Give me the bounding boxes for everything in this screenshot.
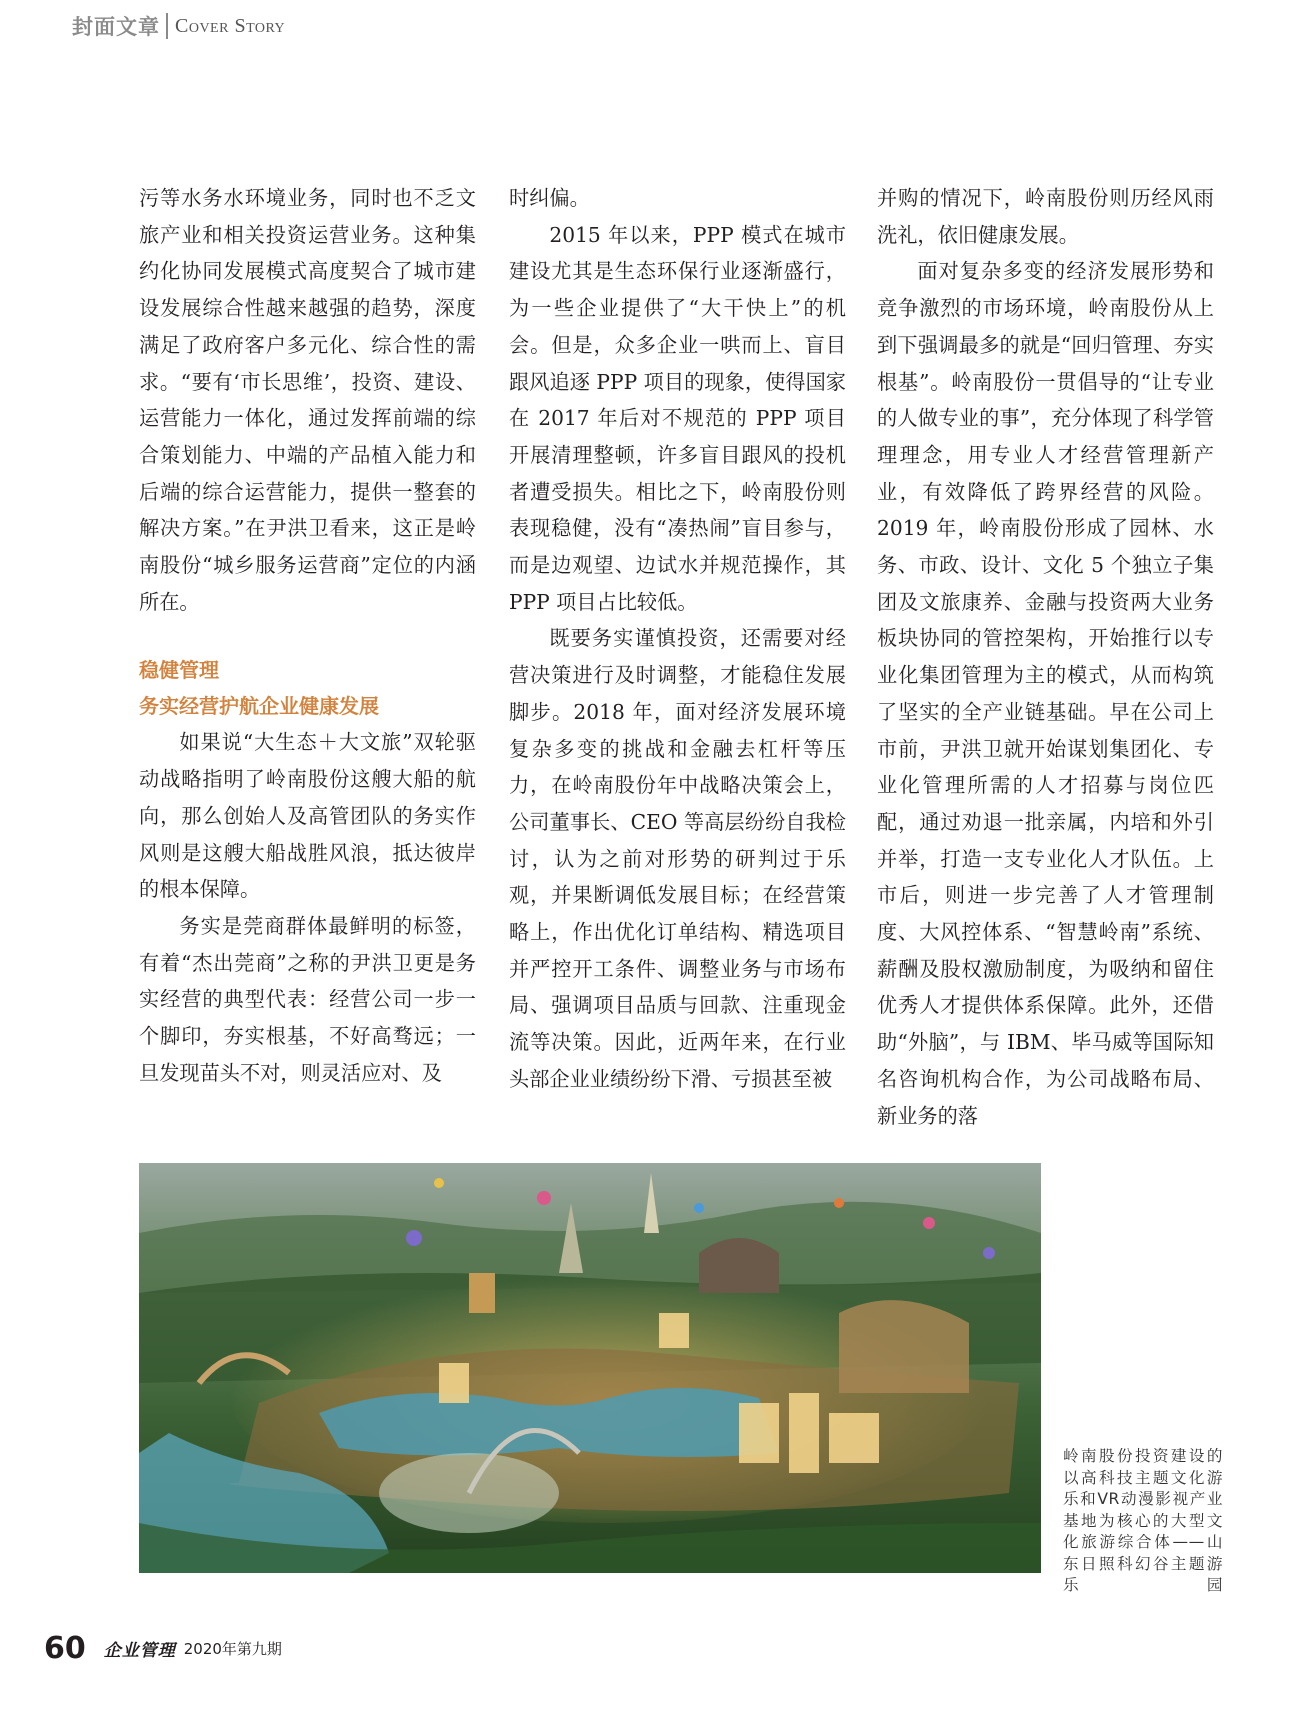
page-footer [44, 1628, 282, 1668]
section-heading: 稳健管理 [139, 658, 219, 683]
photo-caption: 岭南股份投资建设的以高科技主题文化游乐和VR动漫影视产业基地为核心的大型文化旅游综合体——山东日照科幻谷主题游乐园 [1063, 1447, 1223, 1594]
paragraph: 面对复杂多变的经济发展形势和竞争激烈的市场环境，岭南股份从上到下强调最多的就是“回归管理、夯实根基”。岭南股份一贯倡导的“让专业的人做专业的事”，充分体现了科学管理理念，用专业人才经营管理新产业，有效降低了跨界经营的风险。2019 年，岭南股份形成了园林、水务、市政、设计、文化 5 个独立子集团及文旅康养、金融与投资两大业务板块协同的管控架构，开始推行以专业化集团管理为主的模式，从而构筑了坚实的全产业链基础。早在公司上市前，尹洪卫就开始谋划集团化、专业化管理所需的人才招募与岗位匹配，通过劝退一批亲属，内培和外引并举，打造一支专业化人才队伍。上市后，则进一步完善了人才管理制度、大风控体系、“智慧岭南”系统、薪酬及股权激励制度，为吸纳和留住优秀人才提供体系保障。此外，还借助“外脑”，与 IBM、毕马威等国际知名咨询机构合作，为公司战略布局、新业务的落 [877, 259, 1214, 1128]
article-column-2 [509, 180, 846, 1098]
paragraph: 务实是莞商群体最鲜明的标签，有着“杰出莞商”之称的尹洪卫更是务实经营的典型代表：经营公司一步一个脚印，夯实根基，不好高骛远；一旦发现苗头不对，则灵活应对、及 [139, 913, 476, 1085]
magazine-name: 企业管理 [103, 1640, 176, 1661]
article-column-1 [139, 180, 476, 1091]
paragraph: 既要务实谨慎投资，还需要对经营决策进行及时调整，才能稳住发展脚步。2018 年，面对经济发展环境复杂多变的挑战和金融去杠杆等压力，在岭南股份年中战略决策会上，公司董事长、CEO 等高层纷纷自我检讨，认为之前对形势的研判过于乐观，并果断调低发展目标；在经营策略上，作出优化订单结构、精选项目并严控开工条件、调整业务与市场布局、强调项目品质与回款、注重现金流等决策。因此，近两年来，在行业头部企业业绩纷纷下滑、亏损甚至被 [509, 626, 846, 1091]
section-title-cn: 封面文章 [72, 15, 160, 39]
section-header [72, 8, 285, 44]
paragraph: 2015 年以来，PPP 模式在城市建设尤其是生态环保行业逐渐盛行，为一些企业提供了“大干快上”的机会。但是，众多企业一哄而上、盲目跟风追逐 PPP 项目的现象，使得国家在 2017 年后对不规范的 PPP 项目开展清理整顿，许多盲目跟风的投机者遭受损失。相比之下，岭南股份则表现稳健，没有“凑热闹”盲目参与，而是边观望、边试水并规范操作，其 PPP 项目占比较低。 [509, 222, 846, 614]
paragraph: 时纠偏。 [509, 186, 590, 210]
paragraph: 如果说“大生态＋大文旅”双轮驱动战略指明了岭南股份这艘大船的航向，那么创始人及高管团队的务实作风则是这艘大船战胜风浪，抵达彼岸的根本保障。 [139, 730, 476, 902]
section-title-en: Cover Story [175, 14, 286, 37]
issue-info: 2020年第九期 [183, 1639, 282, 1658]
header-divider [166, 13, 168, 39]
article-column-3 [877, 180, 1214, 1134]
paragraph: 污等水务水环境业务，同时也不乏文旅产业和相关投资运营业务。这种集约化协同发展模式高度契合了城市建设发展综合性越来越强的趋势，深度满足了政府客户多元化、综合性的需求。“要有‘市长思维’，投资、建设、运营能力一体化，通过发挥前端的综合策划能力、中端的产品植入能力和后端的综合运营能力，提供一整套的解决方案。”在尹洪卫看来，这正是岭南股份“城乡服务运营商”定位的内涵所在。 [139, 186, 476, 614]
theme-park-aerial-photo [139, 1163, 1041, 1573]
section-subheading: 务实经营护航企业健康发展 [139, 694, 379, 719]
paragraph: 并购的情况下，岭南股份则历经风雨洗礼，依旧健康发展。 [877, 186, 1214, 247]
page-number: 60 [44, 1630, 86, 1666]
